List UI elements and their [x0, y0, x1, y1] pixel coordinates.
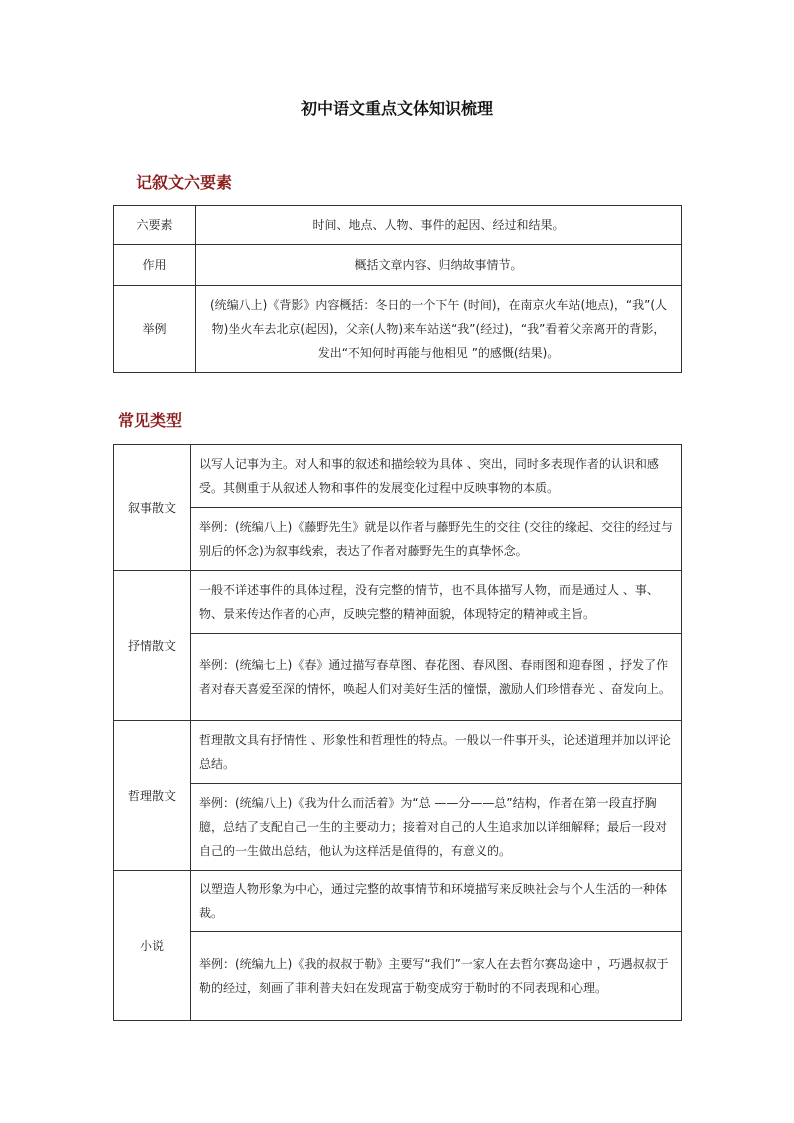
type-example: 举例：(统编七上)《春》通过描写春草图、春花图、春风图、春雨图和迎春图 ，抒发了作者对春天喜爱至深的情怀，唤起人们对美好生活的憧憬，激励人们珍惜春光 、奋发向上。	[191, 634, 682, 721]
page-title: 初中语文重点文体知识梳理	[300, 99, 493, 118]
type-name: 叙事散文	[114, 445, 191, 571]
six-elements-table	[113, 205, 682, 373]
section-heading-six-elements: 记叙文六要素	[136, 173, 233, 192]
type-description: 以塑造人物形象为中心，通过完整的故事情节和环境描写来反映社会与个人生活的一种体裁。	[191, 871, 682, 932]
type-description: 以写人记事为主。对人和事的叙述和描绘较为具体 、突出，同时多表现作者的认识和感受。其侧重于从叙述人物和事件的发展变化过程中反映事物的本质。	[191, 445, 682, 508]
table-row	[114, 571, 682, 634]
table-row	[114, 721, 682, 784]
type-example: 举例：(统编八上)《藤野先生》就是以作者与藤野先生的交往 (交往的缘起、交往的经过与别后的怀念)为叙事线索，表达了作者对藤野先生的真挚怀念。	[191, 508, 682, 571]
row-value: 时间、地点、人物、事件的起因、经过和结果。	[196, 206, 682, 245]
table-row	[114, 245, 682, 286]
row-label: 举例	[114, 286, 196, 373]
table-row	[114, 932, 682, 1021]
table-row	[114, 445, 682, 508]
table-row	[114, 871, 682, 932]
type-example: 举例：(统编九上)《我的叔叔于勒》主要写“我们”一家人在去哲尔赛岛途中 ，巧遇叔叔于勒的经过，刻画了菲利普夫妇在发现富于勒变成穷于勒时的不同表现和心理。	[191, 932, 682, 1021]
type-description: 哲理散文具有抒情性 、形象性和哲理性的特点。一般以一件事开头，论述道理并加以评论总结。	[191, 721, 682, 784]
type-description: 一般不详述事件的具体过程，没有完整的情节，也不具体描写人物，而是通过人 、事、物、景来传达作者的心声，反映完整的精神面貌，体现特定的精神或主旨。	[191, 571, 682, 634]
common-types-table	[113, 444, 682, 1021]
type-name: 哲理散文	[114, 721, 191, 871]
section-heading-common-types: 常见类型	[118, 411, 183, 430]
row-value: 概括文章内容、归纳故事情节。	[196, 245, 682, 286]
table-row	[114, 206, 682, 245]
row-label: 作用	[114, 245, 196, 286]
row-label: 六要素	[114, 206, 196, 245]
type-name: 抒情散文	[114, 571, 191, 721]
row-value: (统编八上)《背影》内容概括：冬日的一个下午 (时间)，在南京火车站(地点)，“我”(人物)坐火车去北京(起因)，父亲(人物)来车站送“我”(经过)，“我”看着父亲离开的背影，发出“不知何时再能与他相见 ”的感慨(结果)。	[196, 286, 682, 373]
table-row	[114, 508, 682, 571]
type-example: 举例：(统编八上)《我为什么而活着》为“总 ——分——总”结构，作者在第一段直抒胸臆，总结了支配自己一生的主要动力；接着对自己的人生追求加以详细解释；最后一段对自己的一生做出总结，他认为这样活是值得的，有意义的。	[191, 784, 682, 871]
table-row	[114, 784, 682, 871]
type-name: 小说	[114, 871, 191, 1021]
table-row	[114, 286, 682, 373]
table-row	[114, 634, 682, 721]
